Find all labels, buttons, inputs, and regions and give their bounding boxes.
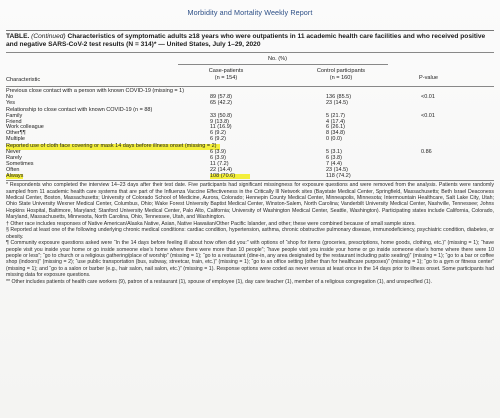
row-label: Relationship to close contact with known COVID-19 (n = 88) [6, 106, 153, 113]
control-participants-cell: 118 (74.2) [326, 172, 351, 179]
running-head: Morbidity and Mortality Weekly Report [187, 8, 313, 17]
table-title [6, 33, 494, 49]
case-patients-cell: 6 (3.9) [210, 155, 226, 162]
table-bottom-rule [6, 180, 494, 181]
case-patients-cell: 6 (9.2) [210, 136, 226, 143]
row-label: Work colleague [6, 124, 44, 131]
control-participants-cell: 8 (34.8) [326, 130, 345, 137]
case-patients-cell: 22 (14.4) [210, 166, 233, 173]
row-label: No [6, 93, 14, 100]
case-patients-header-line2: (n = 154) [214, 74, 238, 81]
row-label: Friend [6, 118, 22, 125]
table-row [6, 174, 494, 180]
control-participants-cell: 6 (26.1) [326, 124, 345, 131]
control-participants-cell: 6 (3.8) [326, 155, 342, 162]
case-patients-cell: 89 (57.8) [210, 93, 233, 100]
control-participants-cell: 5 (21.7) [326, 112, 345, 119]
control-participants-cell: 136 (85.5) [326, 93, 352, 100]
title-rule [6, 30, 494, 31]
footnote: † Other race includes responses of Native American/Alaska Native, Asian, Native Hawaiian/Other Pacific Islander, and other; these were combined because of small sample sizes. [6, 220, 416, 227]
header-bottom-rule [6, 86, 494, 87]
no-pct-header: No. (%) [268, 56, 287, 62]
case-patients-cell: 6 (9.2) [210, 130, 226, 137]
row-label: Sometimes [6, 160, 34, 167]
characteristic-header: Characteristic [6, 77, 41, 83]
table-header [6, 53, 494, 86]
footnote: ¶ Community exposure questions asked were “In the 14 days before feeling ill about how often did you:” with options of “shop for items (groceries, prescriptions, home goods, clothing, etc.)” (missing = 1); “have people visit you inside your home or go inside someone else’s home where there were more than 10 people”; “have people visit you inside your home or go inside someone else’s home where there were 10 people or less”; “go to church or a religious gathering/place of worship” (missing = 1); “go to a restaurant (dine-in, any area designated by the restaurant including patio seating)” (missing = 1); “go to a bar or coffee shop (indoors)” (missing = 2); “use public transportation (bus, subway, streetcar, train, etc.)” (missing = 1); “go to an office setting (other than for healthcare purposes)” (missing = 1); “go to a gym or fitness center” (missing = 1); and “go to a salon or barber (e.g., hair salon, nail salon, etc.)” (missing = 1). Response options were coded as never versus at least once in the 14 days prior to illness onset. Some participants had missing data for exposure questions. [6, 240, 494, 279]
row-label: Yes [6, 99, 15, 106]
case-patients-cell: 11 (7.2) [210, 160, 229, 167]
table-body [6, 89, 494, 179]
row-label: Always [6, 172, 24, 179]
table-title-text: Characteristics of symptomatic adults ≥18 years who were outpatients in 11 academic health care facilities and who received positive and negative SARS-CoV-2 test results (N = 314)* — United States, July 1–29, 2020 [6, 33, 486, 48]
row-label: Rarely [6, 155, 22, 162]
table-row [6, 137, 494, 143]
row-label: Often [6, 166, 20, 173]
case-patients-cell: 6 (3.9) [210, 149, 226, 156]
row-label: Never [6, 149, 21, 156]
case-patients-cell: 33 (50.8) [210, 112, 233, 119]
control-participants-header-line1: Control participants [316, 68, 366, 74]
row-label: Previous close contact with a person with known COVID-19 (missing = 1) [6, 88, 185, 94]
row-label: Reported use of cloth face covering or mask 14 days before illness onset (missing = 2) [6, 144, 220, 150]
case-patients-cell: 11 (16.9) [210, 124, 232, 131]
control-participants-cell: 23 (14.5) [326, 166, 349, 173]
footnote: ** Other includes patients of health care workers (9), patron of a restaurant (1), spouse of employee (1), day care teacher (1), member of a religious congregation (1), and unspecified (1). [6, 278, 432, 285]
table-title-label: TABLE. [6, 33, 30, 40]
footnotes [6, 182, 494, 285]
pvalue-cell: <0.01 [421, 112, 435, 119]
control-participants-cell: 23 (14.5) [326, 99, 349, 106]
control-participants-cell: 0 (0.0) [326, 136, 342, 143]
pvalue-cell: <0.01 [421, 93, 435, 100]
control-participants-cell: 5 (3.1) [326, 149, 342, 156]
pvalue-cell: 0.86 [421, 149, 432, 156]
footnote: § Reported at least one of the following underlying chronic medical conditions: cardiac condition, hypertension, asthma, chronic obstructive pulmonary disease, immunodeficiency, psychiatric condition, diabetes, or obesity. [6, 227, 494, 240]
case-patients-cell: 108 (70.6) [210, 174, 250, 180]
case-patients-cell: 65 (42.2) [210, 99, 233, 106]
pvalue-header: P-value [419, 75, 438, 81]
control-participants-cell: 7 (4.4) [326, 160, 342, 167]
row-label: Family [6, 112, 23, 119]
case-patients-header [196, 68, 256, 81]
control-participants-header-line2: (n = 160) [329, 74, 353, 81]
control-participants-cell: 4 (17.4) [326, 118, 345, 125]
table-title-continued: (Continued) [31, 33, 66, 40]
header-sub-rule [178, 64, 388, 65]
case-patients-cell: 9 (13.8) [210, 118, 229, 125]
control-participants-header [306, 68, 376, 81]
row-label: Multiple [6, 136, 25, 143]
table-row [6, 101, 494, 107]
row-label: Other¶¶ [6, 130, 26, 137]
case-patients-header-line1: Case-patients [208, 68, 244, 74]
footnote: * Respondents who completed the interview 14–23 days after their test date. Five participants had significant missingness for exposure questions and were removed from the analysis. Patients were randomly sampled from 11 academic health care systems that are part of the Influenza Vaccine Effectiveness in the Critically Ill Network sites (Baystate Medical Center, Springfield, Massachusetts; Beth Israel Deaconess Medical Center, Boston, Massachusetts; University of Colorado School of Medicine, Aurora, Colorado; Hennepin County Medical Center, Minneapolis, Minnesota; Intermountain Healthcare, Salt Lake City, Utah; Ohio State University Wexner Medical Center, Columbus, Ohio; Wake Forest University Baptist Medical Center, Winston-Salem, North Carolina; Vanderbilt University Medical Center, Nashville, Tennessee; Johns Hopkins Hospital, Baltimore, Maryland; Stanford University Medical Center, Palo Alto, California; University of Washington Medical Center, Seattle, Washington). Participating states include California, Colorado, Maryland, Massachusetts, Minnesota, North Carolina, Ohio, Tennessee, Utah, and Washington. [6, 182, 494, 221]
